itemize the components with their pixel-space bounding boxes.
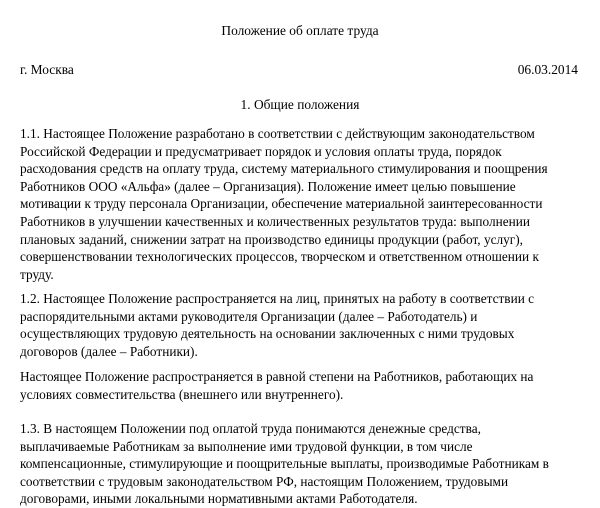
paragraph-line: распорядительными актами руководителя Организации (далее – Работодатель) и [20,308,478,324]
paragraph-line: плановых заданий, снижении затрат на производство единицы продукции (работ, услуг), [20,231,523,247]
paragraph-1-3 [20,420,592,508]
paragraph-line: Работников в улучшении качественных и количественных результатов труда: выполнении [20,213,530,229]
paragraph-line: выплачиваемые Работникам за выполнение ими трудовой функции, в том числе [20,438,473,454]
paragraph-line: 1.3. В настоящем Положении под оплатой труда понимаются денежные средства, [20,421,481,436]
paragraph-line: расходования средств на оплату труда, систему материального стимулирования и поощрения [20,161,548,177]
paragraph-line: 1.2. Настоящее Положение распространяется на лиц, принятых на работу в соответствии с [20,291,535,306]
document-title: Положение об оплате труда [221,23,379,38]
paragraph-line: осуществляющих трудовую деятельность на основании заключенных с ними трудовых [20,326,515,342]
paragraph-line: Российской Федерации и предусматривает порядок и условия оплаты труда, порядок [20,143,502,159]
paragraph-line: соответствии с трудовым законодательством РФ, настоящим Положением, трудовыми [20,473,509,489]
paragraph-line: совершенствовании технологических процессов, творческом и ответственном отношении к [20,249,539,265]
paragraph-1-1 [20,125,592,283]
paragraph-line: Настоящее Положение распространяется в равной степени на Работников, работающих на [20,369,534,384]
paragraph-line: договорами, иными локальными нормативными актами Работодателя. [20,491,418,507]
document-date: 06.03.2014 [517,62,578,77]
paragraph-1-2 [20,290,592,360]
paragraph-line: компенсационные, стимулирующие и поощрительные выплаты, производимые Работникам в [20,456,549,472]
paragraph-line: мотивации к труду персонала Организации, обеспечение материальной заинтересованности [20,196,543,212]
paragraph-line: Работников ООО «Альфа» (далее – Организация). Положение имеет целью повышение [20,178,516,194]
document-city: г. Москва [20,62,74,77]
paragraph-line: труду. [20,266,54,282]
paragraph-line: 1.1. Настоящее Положение разработано в соответствии с действующим законодательством [20,126,535,141]
paragraph-line: условиях совместительства (внешнего или внутреннего). [20,386,344,402]
paragraph-line: договоров (далее – Работники). [20,343,198,359]
paragraph-1-2-extra [20,368,592,403]
section-heading: 1. Общие положения [240,97,360,112]
